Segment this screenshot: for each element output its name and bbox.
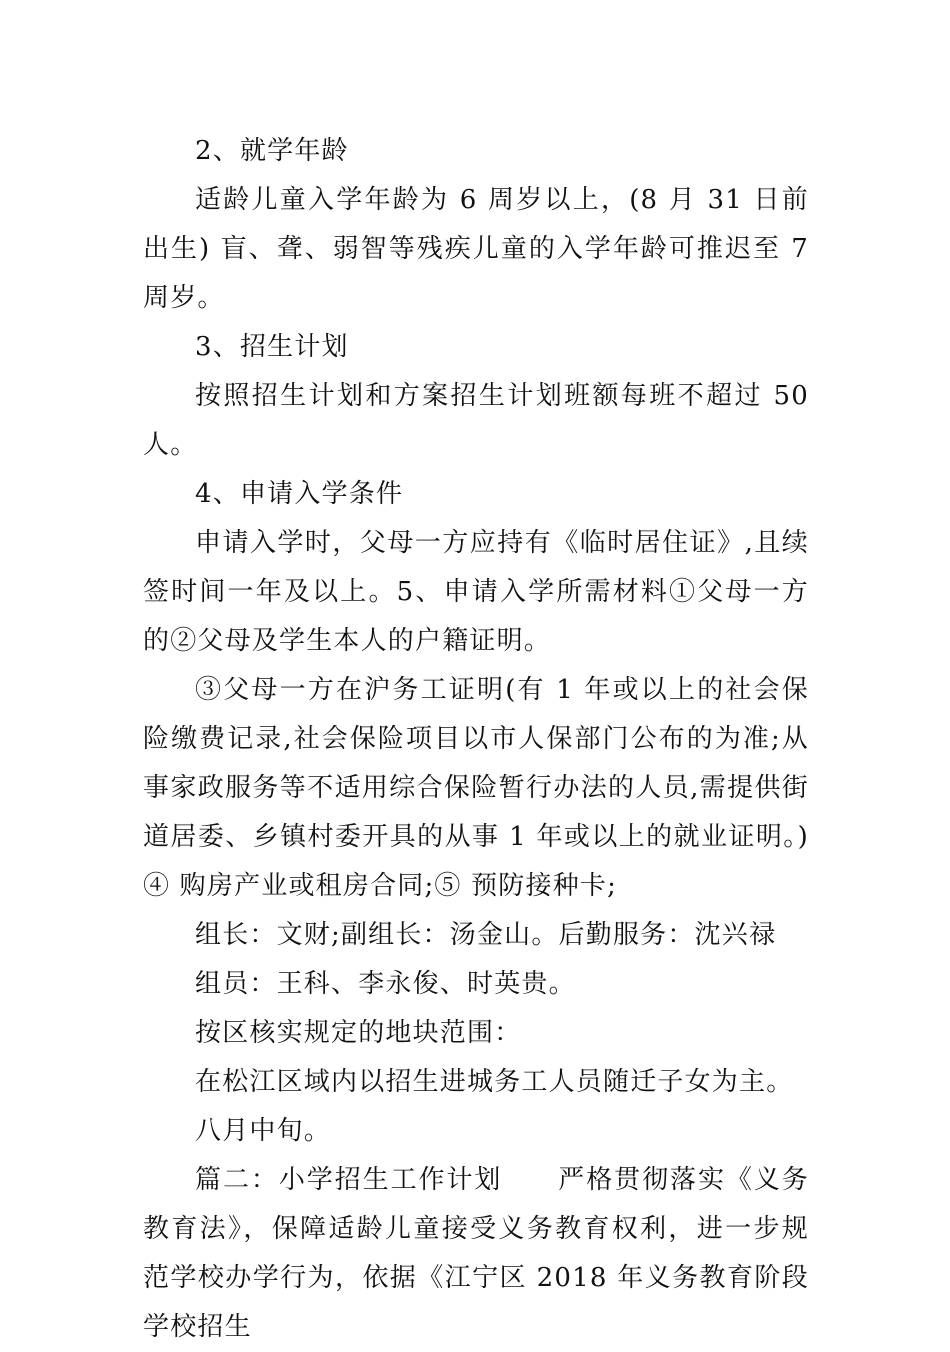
paragraph-age-requirement: 适龄儿童入学年龄为 6 周岁以上，(8 月 31 日前出生) 盲、聋、弱智等残疾儿童的入学年龄可推迟至 7 周岁。: [143, 185, 809, 313]
paragraph-group-leaders: 组长：文财;副组长：汤金山。后勤服务：沈兴禄: [195, 920, 777, 950]
paragraph-required-materials: ③父母一方在沪务工证明(有 1 年或以上的社会保险缴费记录,社会保险项目以市人保部门公布的为准;从事家政服务等不适用综合保险暂行办法的人员,需提供街道居委、乡镇村委开具的从事 1 年或以上的就业证明。)④ 购房产业或租房合同;⑤ 预防接种卡;: [143, 675, 809, 901]
section-heading-enrollment-plan: 3、招生计划: [195, 332, 349, 362]
paragraph-enrollment-target: 在松江区域内以招生进城务工人员随迁子女为主。: [195, 1067, 794, 1097]
paragraph-class-size: 按照招生计划和方案招生计划班额每班不超过 50 人。: [143, 381, 809, 460]
paragraph-part-two: 篇二：小学招生工作计划 严格贯彻落实《义务教育法》，保障适龄儿童接受义务教育权利，进一步规范学校办学行为，依据《江宁区 2018 年义务教育阶段学校招生: [143, 1165, 809, 1342]
paragraph-time: 八月中旬。: [195, 1116, 332, 1146]
document-body: [143, 127, 809, 1352]
paragraph-group-members: 组员：王科、李永俊、时英贵。: [195, 969, 576, 999]
paragraph-residence-permit: 申请入学时，父母一方应持有《临时居住证》,且续签时间一年及以上。5、申请入学所需材料①父母一方的②父母及学生本人的户籍证明。: [143, 528, 809, 656]
paragraph-area-scope: 按区核实规定的地块范围：: [195, 1018, 522, 1048]
section-heading-application-conditions: 4、申请入学条件: [195, 479, 404, 509]
section-heading-enrollment-age: 2、就学年龄: [195, 136, 349, 166]
